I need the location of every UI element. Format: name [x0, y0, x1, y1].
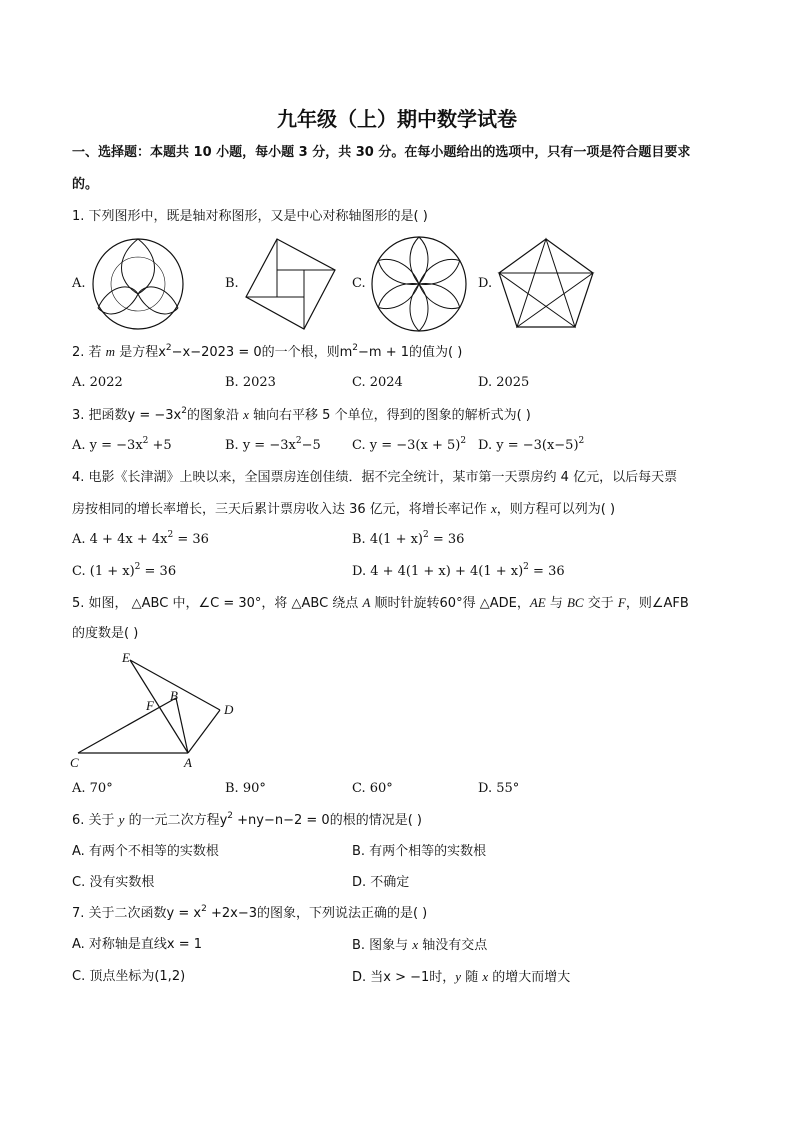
q7-option-a: A. 对称轴是直线x = 1 — [72, 937, 203, 952]
q2-option-a: A. 2022 — [72, 375, 123, 390]
q5-triangle-figure — [68, 648, 248, 772]
q2-option-b: B. 2023 — [225, 375, 276, 390]
point-label-d: D — [224, 702, 234, 717]
q2-option-c: C. 2024 — [352, 375, 403, 390]
q1-label-b: B. — [225, 276, 239, 291]
q3-stem: 3. 把函数$y = -3x^2$的图象沿 x 轴向右平移 5 个单位，得到的图象的解析式为( ) — [72, 405, 531, 423]
q1-figure-d — [496, 236, 596, 330]
q7-option-c: C. 顶点坐标为(1,2) — [72, 969, 186, 984]
q4-option-c: C. $(1 + x)^2 = 36$ — [72, 561, 177, 579]
section-heading-line1: 一、选择题：本题共 10 小题，每小题 3 分，共 30 分。在每小题给出的选项中，只有一项是符合题目要求 — [72, 145, 691, 160]
q7-option-b: B. 图象与 x 轴没有交点 — [352, 937, 488, 953]
q3-option-a: A. $y = -3x^2 +5$ — [72, 435, 172, 453]
q1-label-a: A. — [72, 276, 86, 291]
q6-option-b: B. 有两个相等的实数根 — [352, 844, 487, 859]
q4-stem-line2: 房按相同的增长率增长，三天后累计票房收入达 36 亿元，将增长率记作 x，则方程可以列为( ) — [72, 501, 616, 517]
q3-option-c: C. $y = -3(x + 5)^2$ — [352, 435, 467, 453]
point-label-c: C — [70, 755, 79, 770]
q4-option-d: D. $4 + 4(1 + x) + 4(1 + x)^2 = 36$ — [352, 561, 565, 579]
segment-da — [188, 710, 220, 753]
segment-ea — [130, 660, 188, 753]
q4-option-a: A. $4 + 4x + 4x^2 = 36$ — [72, 529, 209, 547]
q1-label-d: D. — [478, 276, 493, 291]
q5-stem-line2: 的度数是( ) — [72, 626, 139, 641]
segment-cb — [78, 698, 176, 753]
point-label-b: B — [170, 688, 178, 703]
q5-option-d: D. 55° — [478, 781, 520, 796]
point-label-f: F — [146, 698, 154, 713]
point-label-e: E — [122, 650, 130, 665]
q1-figure-c — [369, 234, 469, 334]
segment-ba — [176, 698, 188, 753]
q5-option-a: A. 70° — [72, 781, 113, 796]
q3-option-d: D. $y = -3(x-5)^2$ — [478, 435, 585, 453]
q6-option-d: D. 不确定 — [352, 875, 410, 890]
q6-stem: 6. 关于 y 的一元二次方程$y^2 +ny-n-2 = 0$的根的情况是( ) — [72, 810, 422, 828]
q6-option-a: A. 有两个不相等的实数根 — [72, 844, 219, 859]
q1-figure-a — [90, 236, 186, 332]
q4-option-b: B. $4(1 + x)^2 = 36$ — [352, 529, 465, 547]
q1-label-c: C. — [352, 276, 366, 291]
q5-option-c: C. 60° — [352, 781, 393, 796]
q5-stem-line1: 5. 如图， △ABC 中，∠C = 30°，将 △ABC 绕点 A 顺时针旋转60°得 △ADE，AE 与 BC 交于 F，则∠AFB — [72, 595, 689, 611]
q4-stem-line1: 4. 电影《长津湖》上映以来，全国票房连创佳绩．据不完全统计，某市第一天票房约 4 亿元，以后每天票 — [72, 470, 678, 485]
point-label-a: A — [184, 755, 192, 770]
q1-stem: 1. 下列图形中，既是轴对称图形，又是中心对称轴图形的是( ) — [72, 209, 428, 224]
q5-option-b: B. 90° — [225, 781, 266, 796]
section-heading-line2: 的。 — [72, 177, 99, 192]
q2-option-d: D. 2025 — [478, 375, 530, 390]
q6-option-c: C. 没有实数根 — [72, 875, 155, 890]
q2-stem: 2. 若 m 是方程$x^2-x-2023 = 0$的一个根，则$m^2-m + 1$的值为( ) — [72, 342, 463, 360]
q1-figure-b — [243, 236, 339, 332]
q7-option-d: D. 当x > −1时，y 随 x 的增大而增大 — [352, 969, 571, 985]
q3-option-b: B. $y = -3x^2-5$ — [225, 435, 321, 453]
page-title: 九年级（上）期中数学试卷 — [277, 107, 517, 131]
q7-stem: 7. 关于二次函数$y = x^2 +2x-3$的图象，下列说法正确的是( ) — [72, 903, 428, 921]
